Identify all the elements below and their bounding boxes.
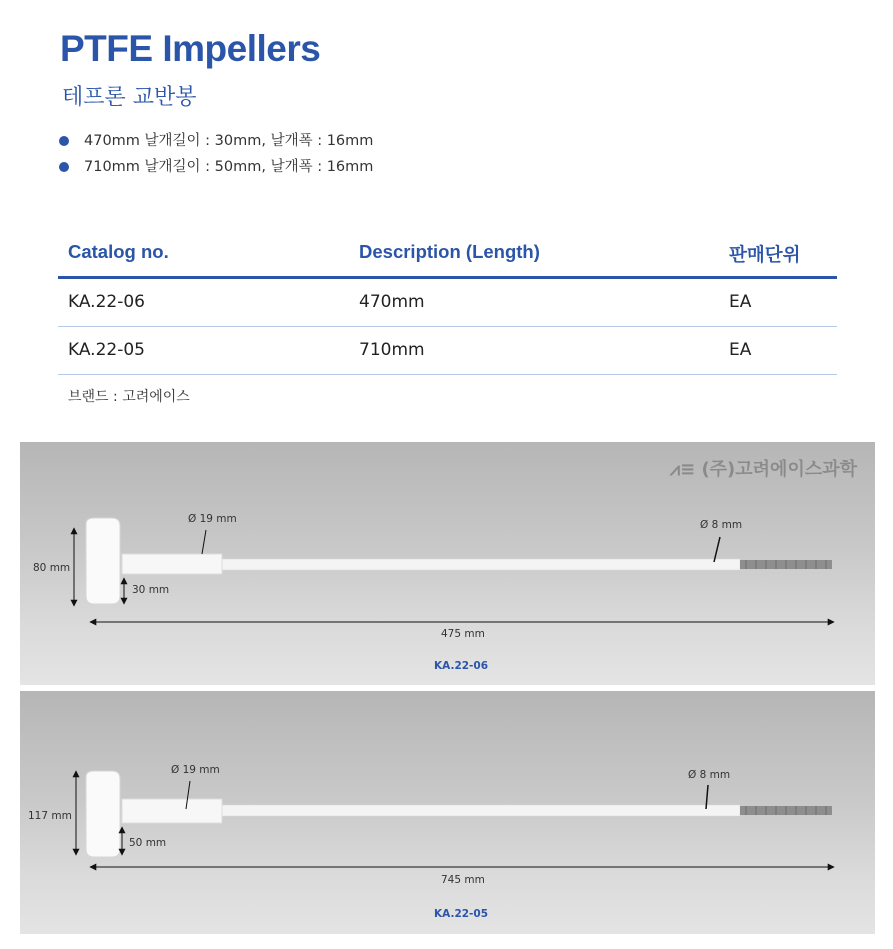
product-photo-ka2205 <box>20 691 875 934</box>
cell-unit: EA <box>729 340 752 360</box>
spec-item <box>58 157 373 183</box>
catalog-label: KA.22-05 <box>434 908 489 920</box>
bullet-icon <box>59 136 69 146</box>
dia-small-label: Ø 8 mm <box>700 519 743 531</box>
page-title: PTFE Impellers <box>60 28 321 69</box>
header-unit: 판매단위 <box>729 244 801 265</box>
dia-small-label: Ø 8 mm <box>688 769 731 781</box>
cell-catalog: KA.22-06 <box>68 292 145 312</box>
brand-logo-icon: ⩘≡ <box>669 459 702 480</box>
page-subtitle: 테프론 교반봉 <box>62 85 197 110</box>
blade-label: 30 mm <box>132 584 170 596</box>
brand-note: 브랜드 : 고려에이스 <box>68 389 190 405</box>
table-row <box>58 327 837 375</box>
bullet-icon <box>59 162 69 172</box>
product-table <box>58 231 837 375</box>
blade-label: 50 mm <box>129 837 167 849</box>
header-description: Description (Length) <box>359 241 540 262</box>
spec-text: 470mm 날개길이 : 30mm, 날개폭 : 16mm <box>84 133 374 149</box>
impeller-drawing <box>20 691 875 934</box>
header-catalog: Catalog no. <box>68 241 169 262</box>
cell-description: 710mm <box>359 340 425 360</box>
table-row <box>58 279 837 327</box>
watermark-text: (주)고려에이스과학 <box>701 459 857 480</box>
spec-list <box>58 131 373 183</box>
spec-text: 710mm 날개길이 : 50mm, 날개폭 : 16mm <box>84 159 374 175</box>
height-label: 117 mm <box>28 810 72 822</box>
dia-large-label: Ø 19 mm <box>188 513 237 525</box>
table-header <box>58 231 837 279</box>
length-label: 475 mm <box>441 628 485 640</box>
catalog-label: KA.22-06 <box>434 660 489 672</box>
cell-catalog: KA.22-05 <box>68 340 145 360</box>
cell-description: 470mm <box>359 292 425 312</box>
product-photo-ka2206 <box>20 442 875 685</box>
spec-item <box>58 131 373 157</box>
cell-unit: EA <box>729 292 752 312</box>
brand-watermark <box>670 455 857 481</box>
length-label: 745 mm <box>441 874 485 886</box>
dia-large-label: Ø 19 mm <box>171 764 220 776</box>
height-label: 80 mm <box>33 562 71 574</box>
